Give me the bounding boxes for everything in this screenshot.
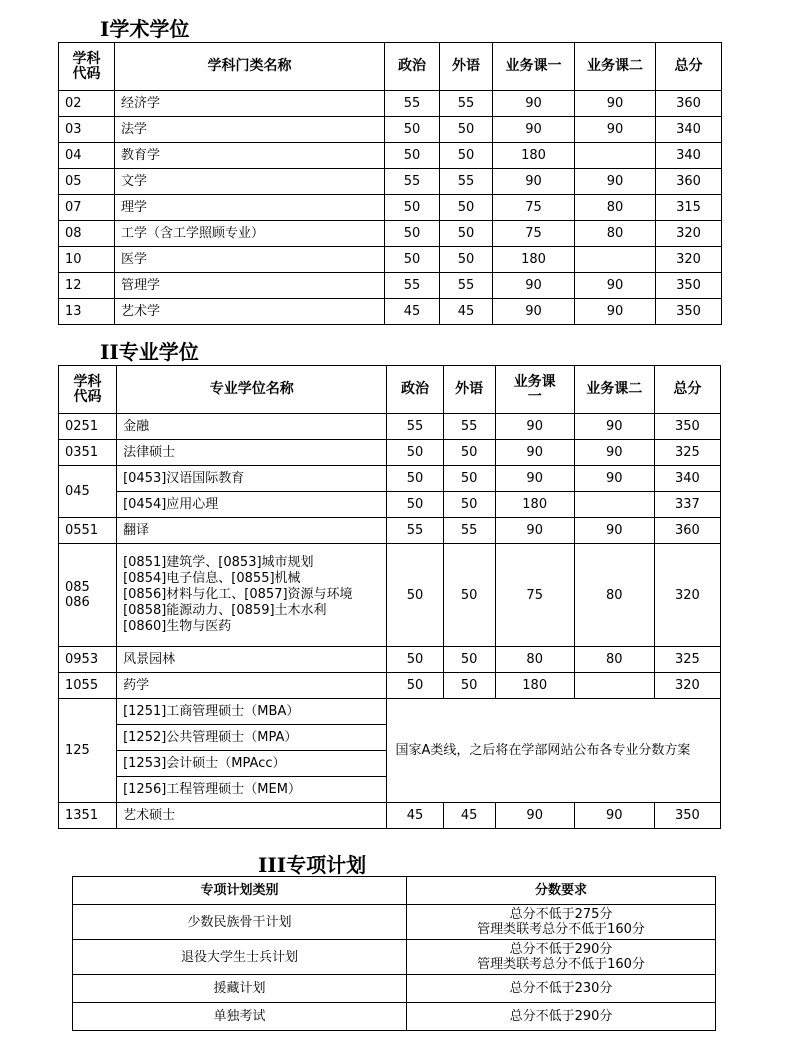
- table-row: [59, 169, 722, 195]
- cell-language: 55: [443, 518, 495, 544]
- table-row: [59, 492, 721, 518]
- cell-language: 50: [443, 492, 495, 518]
- cell-course2: 90: [574, 518, 654, 544]
- cell-code: 08: [59, 221, 115, 247]
- cell-total: 350: [656, 299, 722, 325]
- cell-category: 少数民族骨干计划: [73, 905, 407, 940]
- cell-requirement: 总分不低于275分 管理类联考总分不低于160分: [407, 905, 716, 940]
- cell-course2: 90: [574, 414, 654, 440]
- cell-code: 12: [59, 273, 115, 299]
- cell-course2: 80: [575, 195, 656, 221]
- cell-total: 350: [654, 414, 720, 440]
- col-header-course1: 业务课一: [493, 43, 575, 91]
- cell-course1: 90: [493, 273, 575, 299]
- table-row: [59, 195, 722, 221]
- cell-course1: 90: [493, 91, 575, 117]
- cell-code: 0351: [59, 440, 117, 466]
- cell-politics: 50: [385, 247, 440, 273]
- cell-language: 45: [443, 803, 495, 829]
- cell-name: 文学: [115, 169, 385, 195]
- group-125-note: 国家A类线，之后将在学部网站公布各专业分数方案: [387, 699, 721, 803]
- table-row: [59, 673, 721, 699]
- cell-requirement: 总分不低于230分: [407, 975, 716, 1003]
- col-header-name: 专业学位名称: [117, 366, 387, 414]
- table-row: [59, 91, 722, 117]
- cell-total: 315: [656, 195, 722, 221]
- table-header-row: [59, 366, 721, 414]
- cell-total: 320: [654, 673, 720, 699]
- col-header-politics: 政治: [385, 43, 440, 91]
- cell-code: 13: [59, 299, 115, 325]
- table-row: [59, 518, 721, 544]
- cell-politics: 50: [387, 492, 443, 518]
- cell-language: 50: [443, 440, 495, 466]
- table-row: [59, 544, 721, 647]
- cell-course1: 90: [495, 466, 574, 492]
- cell-code: 1055: [59, 673, 117, 699]
- table-row: [73, 940, 716, 975]
- cell-politics: 50: [387, 466, 443, 492]
- cell-course1: 90: [495, 518, 574, 544]
- cell-total: 320: [656, 221, 722, 247]
- col-header-course2: 业务课二: [574, 366, 654, 414]
- table-header-row: [73, 877, 716, 905]
- cell-course1: 90: [493, 117, 575, 143]
- cell-course1: 90: [493, 299, 575, 325]
- cell-code: 125: [59, 699, 117, 803]
- cell-politics: 50: [387, 673, 443, 699]
- cell-name: 法律硕士: [117, 440, 387, 466]
- cell-course1: 90: [495, 414, 574, 440]
- cell-politics: 55: [385, 91, 440, 117]
- cell-course2: 90: [574, 466, 654, 492]
- col-header-code: 学科 代码: [59, 366, 117, 414]
- cell-total: 325: [654, 440, 720, 466]
- col-header-politics: 政治: [387, 366, 443, 414]
- cell-requirement: 总分不低于290分: [407, 1003, 716, 1031]
- cell-course2: 90: [574, 803, 654, 829]
- cell-course2: [575, 247, 656, 273]
- cell-language: 55: [443, 414, 495, 440]
- table-row: [59, 699, 721, 725]
- cell-course2: 80: [574, 544, 654, 647]
- cell-language: 45: [440, 299, 493, 325]
- cell-total: 360: [656, 169, 722, 195]
- section2-title: II专业学位: [100, 340, 199, 364]
- table-row: [59, 117, 722, 143]
- cell-name: 教育学: [115, 143, 385, 169]
- cell-name: [0851]建筑学、[0853]城市规划 [0854]电子信息、[0855]机械 [0856]材料与化工、[0857]资源与环境 [0858]能源动力、[0859]土木水利 [0860]生物与医药: [117, 544, 387, 647]
- table-row: [59, 440, 721, 466]
- cell-code: 05: [59, 169, 115, 195]
- cell-total: 337: [654, 492, 720, 518]
- cell-category: 援藏计划: [73, 975, 407, 1003]
- cell-name: [1253]会计硕士（MPAcc）: [117, 751, 387, 777]
- cell-language: 50: [443, 466, 495, 492]
- col-header-name: 学科门类名称: [115, 43, 385, 91]
- table-row: [59, 143, 722, 169]
- special-plan-table: [72, 876, 716, 1031]
- cell-politics: 50: [387, 647, 443, 673]
- cell-name: 艺术硕士: [117, 803, 387, 829]
- cell-language: 50: [443, 673, 495, 699]
- cell-total: 360: [656, 91, 722, 117]
- table-header-row: [59, 43, 722, 91]
- cell-course1: 180: [495, 492, 574, 518]
- cell-total: 325: [654, 647, 720, 673]
- cell-total: 350: [656, 273, 722, 299]
- cell-politics: 50: [385, 195, 440, 221]
- col-header-course1: 业务课 一: [495, 366, 574, 414]
- cell-code: 085 086: [59, 544, 117, 647]
- cell-course2: 90: [574, 440, 654, 466]
- cell-total: 340: [656, 117, 722, 143]
- cell-name: [1252]公共管理硕士（MPA）: [117, 725, 387, 751]
- cell-name: [1256]工程管理硕士（MEM）: [117, 777, 387, 803]
- cell-language: 55: [440, 169, 493, 195]
- cell-name: 管理学: [115, 273, 385, 299]
- cell-name: 艺术学: [115, 299, 385, 325]
- table-row: [59, 466, 721, 492]
- cell-course2: 90: [575, 273, 656, 299]
- cell-politics: 55: [385, 169, 440, 195]
- col-header-course2: 业务课二: [575, 43, 656, 91]
- cell-language: 50: [440, 221, 493, 247]
- cell-course1: 90: [495, 440, 574, 466]
- cell-name: 医学: [115, 247, 385, 273]
- cell-politics: 50: [385, 117, 440, 143]
- table-row: [59, 803, 721, 829]
- cell-course1: 180: [495, 673, 574, 699]
- cell-total: 320: [656, 247, 722, 273]
- cell-course2: 80: [575, 221, 656, 247]
- cell-code: 10: [59, 247, 115, 273]
- cell-name: [1251]工商管理硕士（MBA）: [117, 699, 387, 725]
- cell-total: 360: [654, 518, 720, 544]
- cell-politics: 50: [387, 440, 443, 466]
- table-row: [59, 221, 722, 247]
- cell-name: 翻译: [117, 518, 387, 544]
- cell-code: 0551: [59, 518, 117, 544]
- cell-total: 350: [654, 803, 720, 829]
- cell-course1: 75: [495, 544, 574, 647]
- cell-name: 经济学: [115, 91, 385, 117]
- table-row: [59, 414, 721, 440]
- col-header-requirement: 分数要求: [407, 877, 716, 905]
- cell-category: 单独考试: [73, 1003, 407, 1031]
- cell-name: 金融: [117, 414, 387, 440]
- cell-code: 07: [59, 195, 115, 221]
- table-row: [59, 247, 722, 273]
- cell-code: 02: [59, 91, 115, 117]
- cell-course2: 90: [575, 169, 656, 195]
- cell-language: 50: [440, 247, 493, 273]
- cell-course1: 180: [493, 143, 575, 169]
- cell-code: 04: [59, 143, 115, 169]
- cell-code: 045: [59, 466, 117, 518]
- col-header-total: 总分: [656, 43, 722, 91]
- cell-course2: [574, 492, 654, 518]
- cell-course2: 90: [575, 91, 656, 117]
- cell-politics: 45: [385, 299, 440, 325]
- cell-politics: 55: [387, 414, 443, 440]
- cell-total: 340: [654, 466, 720, 492]
- cell-course2: 90: [575, 117, 656, 143]
- cell-language: 50: [440, 195, 493, 221]
- professional-degree-table: [58, 365, 721, 829]
- table-row: [59, 273, 722, 299]
- cell-name: 药学: [117, 673, 387, 699]
- cell-course2: [574, 673, 654, 699]
- cell-politics: 45: [387, 803, 443, 829]
- cell-name: 法学: [115, 117, 385, 143]
- cell-language: 55: [440, 91, 493, 117]
- cell-course1: 75: [493, 195, 575, 221]
- col-header-language: 外语: [443, 366, 495, 414]
- section3-title: III专项计划: [258, 853, 367, 877]
- cell-course2: [575, 143, 656, 169]
- cell-course1: 80: [495, 647, 574, 673]
- section1-title: I学术学位: [100, 17, 190, 41]
- cell-politics: 50: [385, 143, 440, 169]
- col-header-category: 专项计划类别: [73, 877, 407, 905]
- table-row: [73, 1003, 716, 1031]
- cell-course1: 75: [493, 221, 575, 247]
- cell-code: 03: [59, 117, 115, 143]
- cell-name: [0453]汉语国际教育: [117, 466, 387, 492]
- academic-degree-table: [58, 42, 722, 325]
- cell-name: 工学（含工学照顾专业）: [115, 221, 385, 247]
- table-row: [73, 975, 716, 1003]
- col-header-language: 外语: [440, 43, 493, 91]
- cell-politics: 50: [385, 221, 440, 247]
- cell-language: 50: [440, 143, 493, 169]
- cell-course1: 90: [493, 169, 575, 195]
- col-header-code: 学科 代码: [59, 43, 115, 91]
- cell-course1: 90: [495, 803, 574, 829]
- cell-total: 320: [654, 544, 720, 647]
- cell-category: 退役大学生士兵计划: [73, 940, 407, 975]
- cell-course2: 90: [575, 299, 656, 325]
- table-row: [59, 647, 721, 673]
- cell-language: 50: [443, 544, 495, 647]
- table-row: [73, 905, 716, 940]
- cell-code: 0251: [59, 414, 117, 440]
- table-row: [59, 299, 722, 325]
- cell-politics: 55: [387, 518, 443, 544]
- cell-name: 理学: [115, 195, 385, 221]
- cell-course1: 180: [493, 247, 575, 273]
- cell-language: 50: [440, 117, 493, 143]
- cell-code: 1351: [59, 803, 117, 829]
- cell-language: 50: [443, 647, 495, 673]
- cell-course2: 80: [574, 647, 654, 673]
- cell-language: 55: [440, 273, 493, 299]
- cell-total: 340: [656, 143, 722, 169]
- cell-code: 0953: [59, 647, 117, 673]
- cell-name: [0454]应用心理: [117, 492, 387, 518]
- col-header-total: 总分: [654, 366, 720, 414]
- cell-politics: 55: [385, 273, 440, 299]
- cell-politics: 50: [387, 544, 443, 647]
- cell-name: 风景园林: [117, 647, 387, 673]
- cell-requirement: 总分不低于290分 管理类联考总分不低于160分: [407, 940, 716, 975]
